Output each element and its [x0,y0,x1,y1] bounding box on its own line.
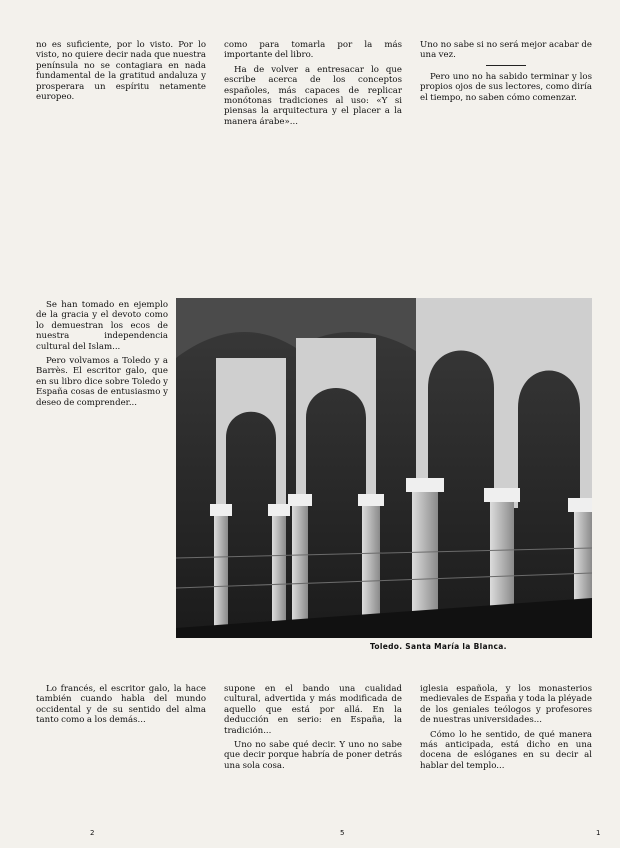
paragraph: Uno no sabe si no será mejor acabar de una vez. [420,40,592,61]
section-divider [486,65,526,66]
text-column-bottom-left [36,684,206,816]
paragraph: Se han tomado en ejemplo de la gracia y el devoto como lo demuestran los ecos de nuestra independencia cultural del Islam... [36,300,168,352]
text-column-bottom-right [420,684,592,816]
page-mark-left: 2 [90,829,95,837]
text-column-middle [224,40,402,292]
paragraph: no es suficiente, por lo visto. Por lo visto, no quiere decir nada que nuestra península no se contagiara en nada fundamental de la gratitud andaluza y prosperara un espíritu netamente europeo. [36,40,206,103]
page-mark-center: 5 [340,829,345,837]
text-column-bottom-middle [224,684,402,816]
photo-caption: Toledo. Santa María la Blanca. [370,642,507,651]
paragraph: Pero volvamos a Toledo y a Barrès. El escritor galo, que en su libro dice sobre Toledo y España cosas de entusiasmo y deseo de comprender... [36,356,168,408]
text-column-left [36,40,206,298]
page-mark-right: 1 [596,829,601,837]
text-column-right [420,40,592,292]
paragraph: Uno no sabe qué decir. Y uno no sabe que decir porque habría de poner detrás una sola cosa. [224,740,402,771]
photo-santa-maria-la-blanca [176,298,592,638]
paragraph: como para tomarla por la más importante del libro. [224,40,402,61]
paragraph: iglesia española, y los monasterios medievales de España y toda la pléyade de los geniales teólogos y profesores de nuestras universidades... [420,684,592,726]
paragraph: Cómo lo he sentido, de qué manera más anticipada, está dicho en una docena de eslóganes en su decir al hablar del templo... [420,729,592,771]
paragraph: Pero uno no ha sabido terminar y los propios ojos de sus lectores, como diría el tiempo, no saben cómo comenzar. [420,71,592,103]
paragraph: Ha de volver a entresacar lo que escribe acerca de los conceptos españoles, más capaces de replicar monótonas tradiciones al uso: «Y si piensas la arquitectura y el placer a la manera árabe»... [224,64,402,127]
paragraph: Lo francés, el escritor galo, la hace también cuando habla del mundo occidental y de su sentido del alma tanto como a los demás... [36,684,206,726]
text-column-left-narrow [36,300,168,675]
photo-arches-illustration [176,298,592,638]
paragraph: supone en el bando una cualidad cultural, advertida y más modificada de aquello que está por allá. En la deducción en serio: en España, la tradición... [224,684,402,736]
